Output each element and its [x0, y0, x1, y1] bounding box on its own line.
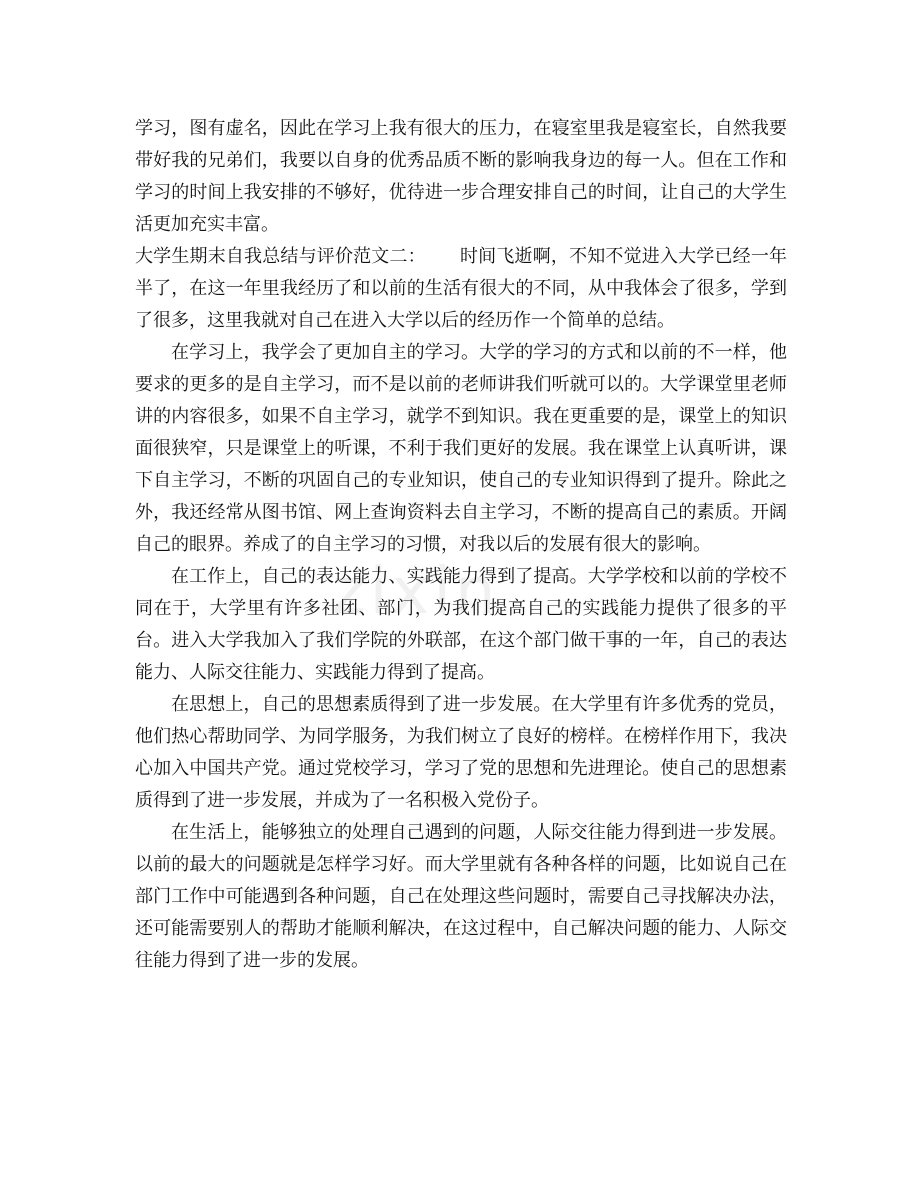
section-two-heading-line — [135, 241, 787, 337]
watermark: zixin — [332, 555, 500, 629]
document-body — [135, 113, 787, 977]
paragraph-life: 在生活上，能够独立的处理自己遇到的问题，人际交往能力得到进一步发展。以前的最大的问题就是怎样学习好。而大学里就有各种各样的问题，比如说自己在部门工作中可能遇到各种问题，自己在处理这些问题时，需要自己寻找解决办法，还可能需要别人的帮助才能顺利解决，在这过程中，自己解决问题的能力、人际交往能力得到了进一步的发展。 — [135, 822, 787, 971]
paragraph-intro: 学习，图有虚名，因此在学习上我有很大的压力，在寝室里我是寝室长，自然我要带好我的兄弟们，我要以自身的优秀品质不断的影响我身边的每一人。但在工作和学习的时间上我安排的不够好，优待进一步合理安排自己的时间，让自己的大学生活更加充实丰富。 — [135, 118, 787, 235]
paragraph-thought: 在思想上，自己的思想素质得到了进一步发展。在大学里有许多优秀的党员，他们热心帮助同学、为同学服务，为我们树立了良好的榜样。在榜样作用下，我决心加入中国共产党。通过党校学习，学习了党的思想和先进理论。使自己的思想素质得到了进一步发展，并成为了一名积极入党份子。 — [135, 694, 787, 811]
paragraph-study: 在学习上，我学会了更加自主的学习。大学的学习的方式和以前的不一样，他要求的更多的是自主学习，而不是以前的老师讲我们听就可以的。大学课堂里老师讲的内容很多，如果不自主学习，就学不到知识。我在更重要的是，课堂上的知识面很狭窄，只是课堂上的听课，不利于我们更好的发展。我在课堂上认真听讲，课下自主学习，不断的巩固自己的专业知识，使自己的专业知识得到了提升。除此之外，我还经常从图书馆、网上查询资料去自主学习，不断的提高自己的素质。开阔自己的眼界。养成了的自主学习的习惯，对我以后的发展有很大的影响。 — [135, 342, 787, 555]
section-intro: 时间飞逝啊，不知不觉进入大学已经一年半了，在这一年里我经历了和以前的生活有很大的不同，从中我体会了很多，学到了很多，这里我就对自己在进入大学以后的经历作一个简单的总结。 — [135, 246, 788, 331]
section-heading: 大学生期末自我总结与评价范文二： — [135, 246, 426, 267]
paragraph-work: 在工作上，自己的表达能力、实践能力得到了提高。大学学校和以前的学校不同在于，大学里有许多社团、部门，为我们提高自己的实践能力提供了很多的平台。进入大学我加入了我们学院的外联部，在这个部门做干事的一年，自己的表达能力、人际交往能力、实践能力得到了提高。 — [135, 566, 787, 683]
